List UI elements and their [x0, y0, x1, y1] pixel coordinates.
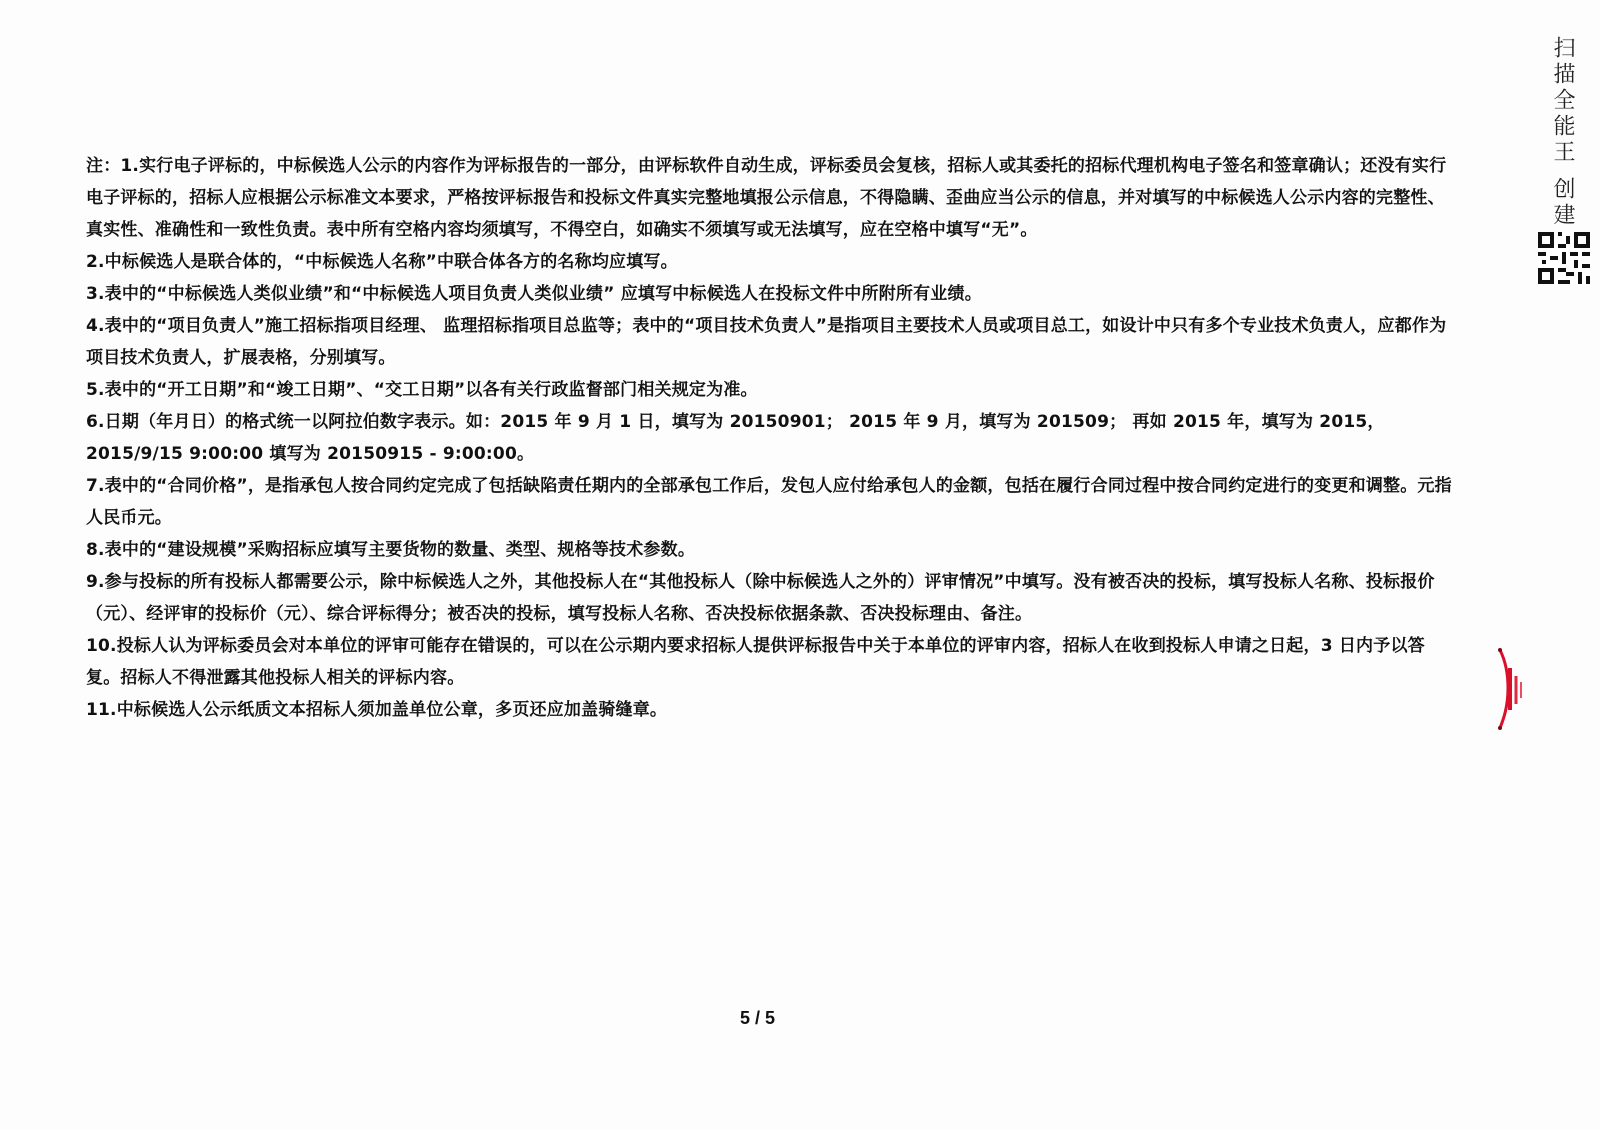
note-1: 注：1.实行电子评标的，中标候选人公示的内容作为评标报告的一部分，由评标软件自动生成，评标委员会复核，招标人或其委托的招标代理机构电子签名和签章确认；还没有实行电子评标的，招标人应根据公示标准文本要求，严格按评标报告和投标文件真实完整地填报公示信息，不得隐瞒、歪曲应当公示的信息，并对填写的中标候选人公示内容的完整性、真实性、准确性和一致性负责。表中所有空格内容均须填写，不得空白，如确实不须填写或无法填写，应在空格中填写“无”。	[86, 156, 1447, 240]
note-5: 5.表中的“开工日期”和“竣工日期”、“交工日期”以各有关行政监督部门相关规定为准。	[86, 380, 758, 400]
red-seal-fragment-icon	[1494, 648, 1528, 730]
note-11: 11.中标候选人公示纸质文本招标人须加盖单位公章，多页还应加盖骑缝章。	[86, 700, 668, 720]
scanner-watermark: 扫描全能王 创建	[1550, 36, 1575, 229]
note-6: 6.日期（年月日）的格式统一以阿拉伯数字表示。如：2015 年 9 月 1 日，填写为 20150901； 2015 年 9 月，填写为 201509； 再如 2015 年，填写为 2015，2015/9/15 9:00:00 填写为 20150915 - 9:00:00。	[86, 412, 1385, 464]
note-7: 7.表中的“合同价格”，是指承包人按合同约定完成了包括缺陷责任期内的全部承包工作后，发包人应付给承包人的金额，包括在履行合同过程中按合同约定进行的变更和调整。元指人民币元。	[86, 476, 1452, 528]
note-9: 9.参与投标的所有投标人都需要公示，除中标候选人之外，其他投标人在“其他投标人（除中标候选人之外的）评审情况”中填写。没有被否决的投标，填写投标人名称、投标报价（元）、经评审的投标价（元）、综合评标得分；被否决的投标，填写投标人名称、否决投标依据条款、否决投标理由、备注。	[86, 572, 1435, 624]
note-2: 2.中标候选人是联合体的，“中标候选人名称”中联合体各方的名称均应填写。	[86, 252, 678, 272]
page-number: 5 / 5	[740, 1008, 776, 1028]
note-4: 4.表中的“项目负责人”施工招标指项目经理、 监理招标指项目总监等；表中的“项目技术负责人”是指项目主要技术人员或项目总工，如设计中只有多个专业技术负责人，应都作为项目技术负责人，扩展表格，分别填写。	[86, 316, 1447, 368]
note-10: 10.投标人认为评标委员会对本单位的评审可能存在错误的，可以在公示期内要求招标人提供评标报告中关于本单位的评审内容，招标人在收到投标人申请之日起，3 日内予以答复。招标人不得泄露其他投标人相关的评标内容。	[86, 636, 1425, 688]
note-3: 3.表中的“中标候选人类似业绩”和“中标候选人项目负责人类似业绩” 应填写中标候选人在投标文件中所附所有业绩。	[86, 284, 982, 304]
notes-section	[86, 150, 1456, 726]
note-8: 8.表中的“建设规模”采购招标应填写主要货物的数量、类型、规格等技术参数。	[86, 540, 696, 560]
qr-code-icon	[1538, 232, 1590, 284]
